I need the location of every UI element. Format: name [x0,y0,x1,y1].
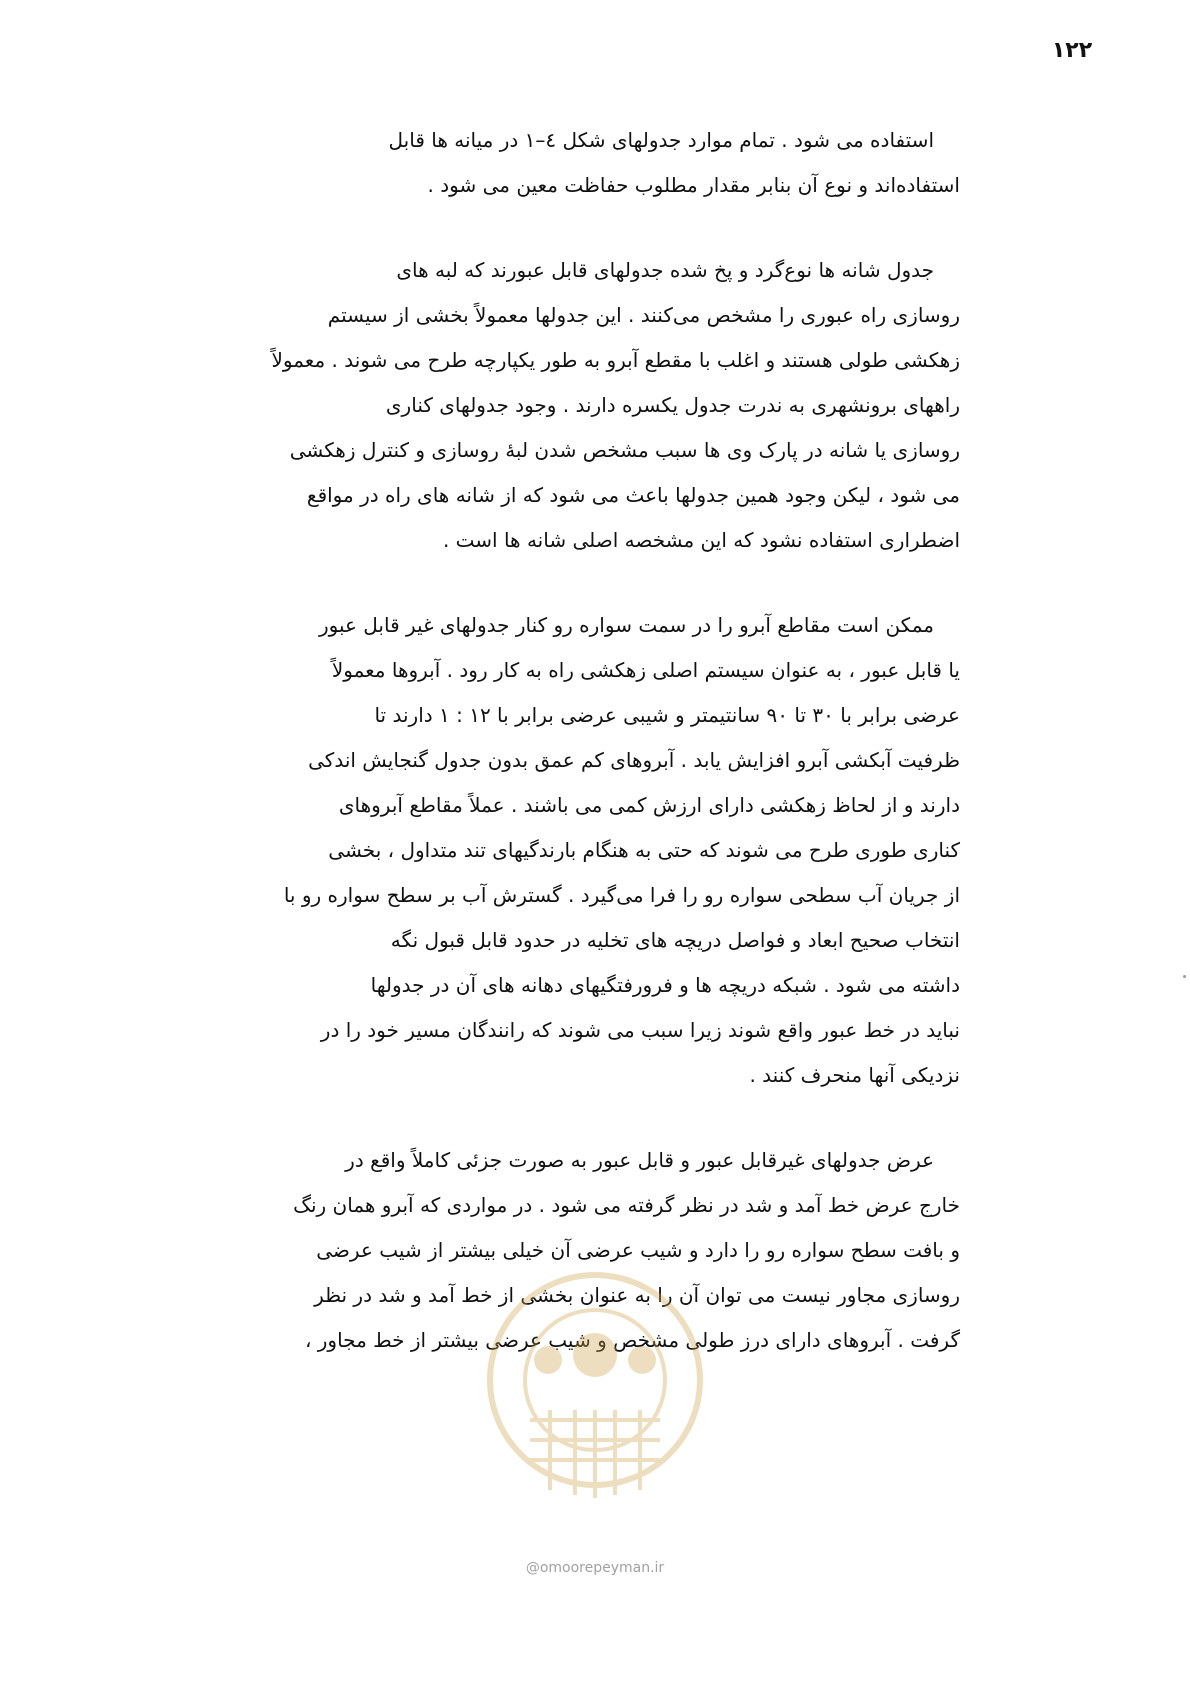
paragraph-1: استفاده می شود . تمام موارد جدولهای شکل ٤–١ در میانه ها قابل استفاده‌اند و نوع آن بنابر مقدار مطلوب حفاظت معین می شود . [388,128,960,197]
paragraph-spacer [175,1098,960,1138]
page-number: ۱۲۲ [1051,38,1093,63]
paragraph-3: ممکن است مقاطع آبرو را در سمت سواره رو کنار جدولهای غیر قابل عبور یا قابل عبور ، به عنوان سیستم اصلی زهکشی راه به کار رود . آبروها معمولاً عرضی برابر با ۳۰ تا ۹۰ سانتیمتر و شیبی عرضی برابر با ۱۲ : ۱ دارند تا ظرفیت آبکشی آبرو افزایش یابد . آبروهای کم عمق بدون جدول گنجایش اندکی دارند و از لحاظ زهکشی دارای ارزش کمی می باشند . عملاً مقاطع آبروهای کناری طوری طرح می شوند که حتی به هنگام بارندگیهای تند متداول ، بخشی از جریان آب سطحی سواره رو را فرا می‌گیرد . گسترش آب بر سطح سواره رو با انتخاب صحیح ابعاد و فواصل دریچه های تخلیه در حدود قابل قبول نگه داشته می شود . شبکه دریچه ها و فرورفتگیهای دهانه های آن در جدولها نباید در خط عبور واقع شوند زیرا سبب می شوند که رانندگان مسیر خود را در نزدیکی آنها منحرف کنند . [283,613,960,1087]
scan-speck [1183,975,1186,978]
watermark-text: @omoorepeyman.ir [525,1560,665,1576]
paragraph-spacer [175,208,960,248]
body-text [175,118,960,1363]
paragraph-4: عرض جدولهای غیرقابل عبور و قابل عبور به صورت جزئی کاملاً واقع در خارج عرض خط آمد و شد در نظر گرفته می شود . در مواردی که آبرو همان رنگ و بافت سطح سواره رو را دارد و شیب عرضی آن خیلی بیشتر از شیب عرضی روسازی مجاور نیست می توان آن را به عنوان بخشی از خط آمد و شد در نظر گرفت . آبروهای دارای درز طولی مشخص و شیب عرضی بیشتر از خط مجاور ، [293,1148,960,1352]
paragraph-2: جدول شانه ها نوع‌گرد و پخ شده جدولهای قابل عبورند که لبه های روسازی راه عبوری را مشخص می‌کنند . این جدولها معمولاً بخشی از سیستم زهکشی طولی هستند و اغلب با مقطع آبرو به طور یکپارچه طرح می شوند . معمولاً راههای برونشهری به ندرت جدول یکسره دارند . وجود جدولهای کناری روسازی یا شانه در پارک وی ها سبب مشخص شدن لبهٔ روسازی و کنترل زهکشی می شود ، لیکن وجود همین جدولها باعث می شود که از شانه های راه در مواقع اضطراری استفاده نشود که این مشخصه اصلی شانه ها است . [271,258,960,552]
paragraph-spacer [175,563,960,603]
